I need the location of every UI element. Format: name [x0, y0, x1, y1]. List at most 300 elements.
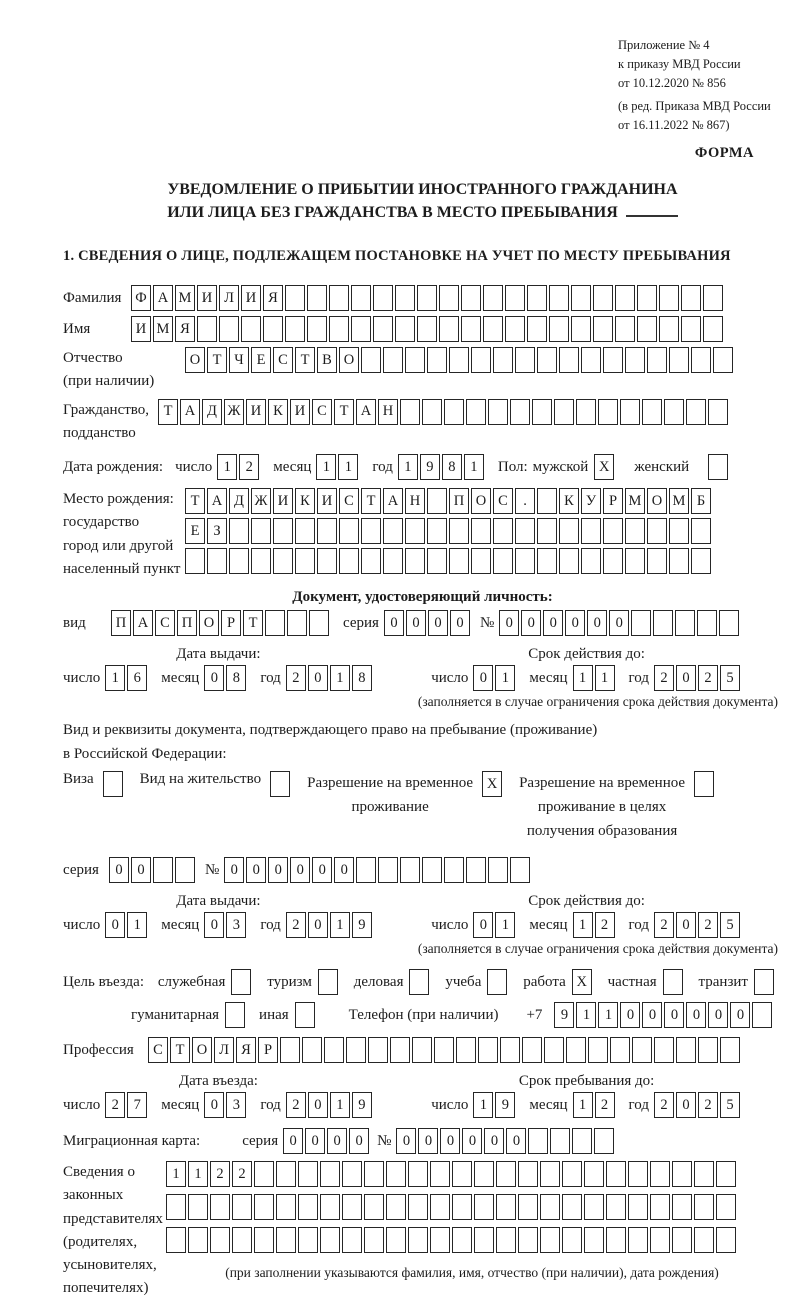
char-cell[interactable]	[408, 1194, 428, 1220]
char-cell[interactable]: 0	[499, 610, 519, 636]
char-cell[interactable]: 0	[609, 610, 629, 636]
char-cell[interactable]	[231, 969, 251, 995]
char-cell[interactable]: 9	[554, 1002, 574, 1028]
char-cell[interactable]	[686, 399, 706, 425]
char-cell[interactable]: 0	[664, 1002, 684, 1028]
char-cell[interactable]: Я	[236, 1037, 256, 1063]
char-cell[interactable]	[361, 518, 381, 544]
char-cell[interactable]: 9	[352, 1092, 372, 1118]
char-cell[interactable]	[276, 1194, 296, 1220]
char-cell[interactable]	[474, 1161, 494, 1187]
residence-number-boxes[interactable]	[224, 857, 532, 883]
char-cell[interactable]	[515, 548, 535, 574]
char-cell[interactable]	[647, 518, 667, 544]
char-cell[interactable]	[339, 548, 359, 574]
birth-day-boxes[interactable]	[217, 454, 261, 480]
char-cell[interactable]: 2	[239, 454, 259, 480]
char-cell[interactable]	[754, 969, 774, 995]
char-cell[interactable]	[713, 347, 733, 373]
char-cell[interactable]	[637, 285, 657, 311]
char-cell[interactable]	[659, 316, 679, 342]
char-cell[interactable]	[351, 285, 371, 311]
purpose-tourism-checkbox[interactable]	[318, 969, 340, 995]
char-cell[interactable]: 9	[420, 454, 440, 480]
char-cell[interactable]	[549, 285, 569, 311]
char-cell[interactable]: 1	[217, 454, 237, 480]
char-cell[interactable]	[505, 316, 525, 342]
char-cell[interactable]	[562, 1227, 582, 1253]
purpose-business-checkbox[interactable]	[409, 969, 431, 995]
char-cell[interactable]: 2	[105, 1092, 125, 1118]
doc-expiry-year-boxes[interactable]	[654, 665, 742, 691]
char-cell[interactable]: М	[153, 316, 173, 342]
char-cell[interactable]	[493, 518, 513, 544]
char-cell[interactable]	[562, 1194, 582, 1220]
char-cell[interactable]	[572, 1128, 592, 1154]
char-cell[interactable]	[276, 1227, 296, 1253]
char-cell[interactable]	[229, 548, 249, 574]
char-cell[interactable]	[364, 1161, 384, 1187]
char-cell[interactable]	[505, 285, 525, 311]
citizenship-boxes[interactable]	[158, 399, 730, 425]
char-cell[interactable]: Ф	[131, 285, 151, 311]
char-cell[interactable]: 2	[698, 1092, 718, 1118]
char-cell[interactable]: С	[273, 347, 293, 373]
char-cell[interactable]: 0	[305, 1128, 325, 1154]
char-cell[interactable]: У	[581, 488, 601, 514]
char-cell[interactable]: 2	[286, 912, 306, 938]
residence-expiry-day-boxes[interactable]	[473, 912, 517, 938]
char-cell[interactable]: 2	[286, 1092, 306, 1118]
char-cell[interactable]	[681, 316, 701, 342]
char-cell[interactable]: Т	[207, 347, 227, 373]
char-cell[interactable]: Т	[334, 399, 354, 425]
char-cell[interactable]	[537, 347, 557, 373]
char-cell[interactable]	[430, 1161, 450, 1187]
char-cell[interactable]	[719, 610, 739, 636]
char-cell[interactable]	[400, 857, 420, 883]
char-cell[interactable]: 0	[686, 1002, 706, 1028]
char-cell[interactable]	[434, 1037, 454, 1063]
char-cell[interactable]: 0	[730, 1002, 750, 1028]
char-cell[interactable]	[417, 285, 437, 311]
char-cell[interactable]	[632, 1037, 652, 1063]
char-cell[interactable]	[620, 399, 640, 425]
char-cell[interactable]: 1	[127, 912, 147, 938]
char-cell[interactable]: X	[572, 969, 592, 995]
given-name-boxes[interactable]	[131, 316, 725, 342]
char-cell[interactable]: А	[383, 488, 403, 514]
char-cell[interactable]: Р	[258, 1037, 278, 1063]
char-cell[interactable]	[537, 548, 557, 574]
char-cell[interactable]	[720, 1037, 740, 1063]
char-cell[interactable]	[691, 548, 711, 574]
char-cell[interactable]: 0	[440, 1128, 460, 1154]
char-cell[interactable]: Я	[175, 316, 195, 342]
char-cell[interactable]: Е	[251, 347, 271, 373]
char-cell[interactable]: Т	[185, 488, 205, 514]
char-cell[interactable]	[466, 399, 486, 425]
doc-issue-day-boxes[interactable]	[105, 665, 149, 691]
char-cell[interactable]: 2	[654, 912, 674, 938]
char-cell[interactable]: 1	[495, 912, 515, 938]
char-cell[interactable]	[518, 1194, 538, 1220]
char-cell[interactable]	[287, 610, 307, 636]
char-cell[interactable]	[642, 399, 662, 425]
char-cell[interactable]: 2	[210, 1161, 230, 1187]
char-cell[interactable]	[471, 347, 491, 373]
char-cell[interactable]	[694, 771, 714, 797]
char-cell[interactable]	[449, 347, 469, 373]
char-cell[interactable]	[584, 1227, 604, 1253]
purpose-study-checkbox[interactable]	[487, 969, 509, 995]
char-cell[interactable]	[483, 285, 503, 311]
purpose-official-checkbox[interactable]	[231, 969, 253, 995]
char-cell[interactable]	[229, 518, 249, 544]
char-cell[interactable]	[628, 1194, 648, 1220]
char-cell[interactable]	[628, 1161, 648, 1187]
char-cell[interactable]	[716, 1194, 736, 1220]
char-cell[interactable]: 1	[595, 665, 615, 691]
char-cell[interactable]: К	[268, 399, 288, 425]
char-cell[interactable]	[452, 1227, 472, 1253]
char-cell[interactable]	[588, 1037, 608, 1063]
char-cell[interactable]	[615, 316, 635, 342]
char-cell[interactable]: С	[155, 610, 175, 636]
char-cell[interactable]: 0	[334, 857, 354, 883]
char-cell[interactable]: 0	[450, 610, 470, 636]
char-cell[interactable]: О	[471, 488, 491, 514]
char-cell[interactable]: 2	[698, 665, 718, 691]
char-cell[interactable]	[346, 1037, 366, 1063]
char-cell[interactable]: 0	[506, 1128, 526, 1154]
char-cell[interactable]	[280, 1037, 300, 1063]
residence-issue-year-boxes[interactable]	[286, 912, 374, 938]
char-cell[interactable]: И	[273, 488, 293, 514]
char-cell[interactable]: 6	[127, 665, 147, 691]
char-cell[interactable]	[307, 285, 327, 311]
char-cell[interactable]	[386, 1227, 406, 1253]
char-cell[interactable]	[549, 316, 569, 342]
char-cell[interactable]	[681, 285, 701, 311]
char-cell[interactable]	[400, 399, 420, 425]
char-cell[interactable]	[708, 454, 728, 480]
char-cell[interactable]	[422, 399, 442, 425]
char-cell[interactable]: О	[192, 1037, 212, 1063]
char-cell[interactable]	[487, 969, 507, 995]
phone-boxes[interactable]	[554, 1002, 774, 1028]
char-cell[interactable]	[383, 347, 403, 373]
sex-male-checkbox[interactable]	[594, 454, 616, 480]
char-cell[interactable]	[185, 548, 205, 574]
surname-boxes[interactable]	[131, 285, 725, 311]
char-cell[interactable]	[405, 548, 425, 574]
char-cell[interactable]	[263, 316, 283, 342]
char-cell[interactable]	[606, 1227, 626, 1253]
char-cell[interactable]	[295, 548, 315, 574]
entry-month-boxes[interactable]	[204, 1092, 248, 1118]
purpose-transit-checkbox[interactable]	[754, 969, 776, 995]
char-cell[interactable]	[427, 488, 447, 514]
char-cell[interactable]	[669, 347, 689, 373]
char-cell[interactable]	[698, 1037, 718, 1063]
char-cell[interactable]: А	[207, 488, 227, 514]
char-cell[interactable]: 0	[308, 1092, 328, 1118]
stay-day-boxes[interactable]	[473, 1092, 517, 1118]
char-cell[interactable]: 0	[131, 857, 151, 883]
char-cell[interactable]	[395, 316, 415, 342]
char-cell[interactable]	[510, 857, 530, 883]
char-cell[interactable]: 1	[473, 1092, 493, 1118]
char-cell[interactable]	[752, 1002, 772, 1028]
char-cell[interactable]	[273, 518, 293, 544]
char-cell[interactable]	[471, 518, 491, 544]
char-cell[interactable]	[663, 969, 683, 995]
char-cell[interactable]	[273, 548, 293, 574]
char-cell[interactable]	[694, 1227, 714, 1253]
char-cell[interactable]: 0	[105, 912, 125, 938]
birth-place-boxes-row2[interactable]	[185, 518, 713, 544]
char-cell[interactable]: 0	[428, 610, 448, 636]
char-cell[interactable]	[427, 347, 447, 373]
char-cell[interactable]: 0	[224, 857, 244, 883]
char-cell[interactable]: З	[207, 518, 227, 544]
char-cell[interactable]	[466, 857, 486, 883]
char-cell[interactable]: 3	[226, 1092, 246, 1118]
char-cell[interactable]: Д	[202, 399, 222, 425]
char-cell[interactable]: 8	[226, 665, 246, 691]
char-cell[interactable]	[703, 285, 723, 311]
char-cell[interactable]	[603, 347, 623, 373]
char-cell[interactable]: Т	[295, 347, 315, 373]
char-cell[interactable]: Р	[221, 610, 241, 636]
representatives-boxes-row3[interactable]	[166, 1227, 738, 1253]
char-cell[interactable]	[409, 969, 429, 995]
char-cell[interactable]	[329, 316, 349, 342]
char-cell[interactable]	[153, 857, 173, 883]
char-cell[interactable]	[356, 857, 376, 883]
doc-kind-boxes[interactable]	[111, 610, 331, 636]
char-cell[interactable]	[554, 399, 574, 425]
char-cell[interactable]: М	[625, 488, 645, 514]
char-cell[interactable]	[691, 347, 711, 373]
char-cell[interactable]: С	[493, 488, 513, 514]
char-cell[interactable]	[364, 1227, 384, 1253]
char-cell[interactable]	[527, 316, 547, 342]
char-cell[interactable]	[461, 285, 481, 311]
char-cell[interactable]	[307, 316, 327, 342]
char-cell[interactable]: М	[175, 285, 195, 311]
char-cell[interactable]: 1	[573, 665, 593, 691]
purpose-other-checkbox[interactable]	[295, 1002, 317, 1028]
char-cell[interactable]: 0	[521, 610, 541, 636]
char-cell[interactable]	[544, 1037, 564, 1063]
char-cell[interactable]	[581, 347, 601, 373]
char-cell[interactable]	[317, 518, 337, 544]
char-cell[interactable]	[716, 1161, 736, 1187]
char-cell[interactable]	[408, 1161, 428, 1187]
char-cell[interactable]	[672, 1194, 692, 1220]
char-cell[interactable]: 0	[327, 1128, 347, 1154]
char-cell[interactable]	[584, 1194, 604, 1220]
char-cell[interactable]	[606, 1161, 626, 1187]
residence-expiry-year-boxes[interactable]	[654, 912, 742, 938]
char-cell[interactable]: Б	[691, 488, 711, 514]
char-cell[interactable]	[540, 1161, 560, 1187]
char-cell[interactable]: 0	[676, 665, 696, 691]
char-cell[interactable]: 0	[283, 1128, 303, 1154]
char-cell[interactable]: С	[148, 1037, 168, 1063]
char-cell[interactable]	[298, 1161, 318, 1187]
char-cell[interactable]	[373, 316, 393, 342]
char-cell[interactable]	[295, 1002, 315, 1028]
char-cell[interactable]	[676, 1037, 696, 1063]
char-cell[interactable]: 0	[268, 857, 288, 883]
char-cell[interactable]: О	[185, 347, 205, 373]
char-cell[interactable]	[364, 1194, 384, 1220]
char-cell[interactable]	[581, 518, 601, 544]
char-cell[interactable]	[427, 518, 447, 544]
char-cell[interactable]	[625, 518, 645, 544]
char-cell[interactable]: 1	[576, 1002, 596, 1028]
char-cell[interactable]	[581, 548, 601, 574]
char-cell[interactable]	[474, 1227, 494, 1253]
char-cell[interactable]: 0	[204, 665, 224, 691]
char-cell[interactable]	[361, 347, 381, 373]
char-cell[interactable]	[342, 1161, 362, 1187]
temp-residence-checkbox[interactable]	[482, 771, 504, 797]
char-cell[interactable]: 1	[330, 665, 350, 691]
purpose-private-checkbox[interactable]	[663, 969, 685, 995]
char-cell[interactable]	[298, 1227, 318, 1253]
char-cell[interactable]	[471, 548, 491, 574]
char-cell[interactable]	[691, 518, 711, 544]
char-cell[interactable]	[584, 1161, 604, 1187]
char-cell[interactable]	[540, 1194, 560, 1220]
doc-issue-month-boxes[interactable]	[204, 665, 248, 691]
char-cell[interactable]	[166, 1227, 186, 1253]
char-cell[interactable]	[270, 771, 290, 797]
char-cell[interactable]: О	[199, 610, 219, 636]
char-cell[interactable]	[298, 1194, 318, 1220]
char-cell[interactable]	[408, 1227, 428, 1253]
char-cell[interactable]	[439, 316, 459, 342]
char-cell[interactable]	[669, 518, 689, 544]
char-cell[interactable]	[528, 1128, 548, 1154]
char-cell[interactable]: 0	[246, 857, 266, 883]
char-cell[interactable]: О	[339, 347, 359, 373]
char-cell[interactable]: Е	[185, 518, 205, 544]
char-cell[interactable]: 1	[573, 912, 593, 938]
char-cell[interactable]: Ч	[229, 347, 249, 373]
birth-month-boxes[interactable]	[316, 454, 360, 480]
char-cell[interactable]: Ж	[224, 399, 244, 425]
char-cell[interactable]	[361, 548, 381, 574]
char-cell[interactable]	[210, 1227, 230, 1253]
char-cell[interactable]: 0	[109, 857, 129, 883]
char-cell[interactable]	[488, 857, 508, 883]
char-cell[interactable]	[647, 548, 667, 574]
edu-residence-checkbox[interactable]	[694, 771, 716, 797]
char-cell[interactable]: А	[356, 399, 376, 425]
char-cell[interactable]: Н	[378, 399, 398, 425]
char-cell[interactable]: 3	[226, 912, 246, 938]
visa-checkbox[interactable]	[103, 771, 125, 797]
char-cell[interactable]	[320, 1161, 340, 1187]
char-cell[interactable]: 0	[204, 1092, 224, 1118]
char-cell[interactable]	[650, 1161, 670, 1187]
char-cell[interactable]	[603, 518, 623, 544]
birth-place-boxes-row3[interactable]	[185, 548, 713, 574]
char-cell[interactable]	[265, 610, 285, 636]
char-cell[interactable]	[439, 285, 459, 311]
char-cell[interactable]	[444, 857, 464, 883]
char-cell[interactable]: 1	[330, 1092, 350, 1118]
char-cell[interactable]: М	[669, 488, 689, 514]
char-cell[interactable]	[518, 1161, 538, 1187]
char-cell[interactable]	[422, 857, 442, 883]
char-cell[interactable]	[383, 518, 403, 544]
char-cell[interactable]	[628, 1227, 648, 1253]
char-cell[interactable]: 8	[352, 665, 372, 691]
char-cell[interactable]	[537, 518, 557, 544]
char-cell[interactable]: К	[295, 488, 315, 514]
char-cell[interactable]: Т	[243, 610, 263, 636]
stay-year-boxes[interactable]	[654, 1092, 742, 1118]
char-cell[interactable]	[329, 285, 349, 311]
char-cell[interactable]	[593, 316, 613, 342]
char-cell[interactable]	[285, 316, 305, 342]
char-cell[interactable]	[386, 1161, 406, 1187]
char-cell[interactable]	[625, 548, 645, 574]
doc-expiry-month-boxes[interactable]	[573, 665, 617, 691]
char-cell[interactable]	[378, 857, 398, 883]
char-cell[interactable]	[532, 399, 552, 425]
char-cell[interactable]: 0	[676, 912, 696, 938]
char-cell[interactable]	[342, 1227, 362, 1253]
char-cell[interactable]	[603, 548, 623, 574]
char-cell[interactable]: 5	[720, 1092, 740, 1118]
char-cell[interactable]	[550, 1128, 570, 1154]
char-cell[interactable]	[703, 316, 723, 342]
char-cell[interactable]	[675, 610, 695, 636]
char-cell[interactable]	[493, 548, 513, 574]
char-cell[interactable]	[493, 347, 513, 373]
char-cell[interactable]: 2	[654, 665, 674, 691]
char-cell[interactable]: И	[241, 285, 261, 311]
char-cell[interactable]: 0	[308, 912, 328, 938]
char-cell[interactable]	[540, 1227, 560, 1253]
char-cell[interactable]	[598, 399, 618, 425]
char-cell[interactable]: 1	[338, 454, 358, 480]
char-cell[interactable]	[515, 347, 535, 373]
char-cell[interactable]	[594, 1128, 614, 1154]
char-cell[interactable]	[452, 1194, 472, 1220]
char-cell[interactable]: 5	[720, 665, 740, 691]
char-cell[interactable]: 1	[495, 665, 515, 691]
char-cell[interactable]	[610, 1037, 630, 1063]
char-cell[interactable]	[637, 316, 657, 342]
char-cell[interactable]	[515, 518, 535, 544]
sex-female-checkbox[interactable]	[708, 454, 730, 480]
char-cell[interactable]: Я	[263, 285, 283, 311]
char-cell[interactable]	[351, 316, 371, 342]
char-cell[interactable]	[309, 610, 329, 636]
char-cell[interactable]: Ж	[251, 488, 271, 514]
char-cell[interactable]	[417, 316, 437, 342]
representatives-boxes-row1[interactable]	[166, 1161, 738, 1187]
char-cell[interactable]	[254, 1161, 274, 1187]
